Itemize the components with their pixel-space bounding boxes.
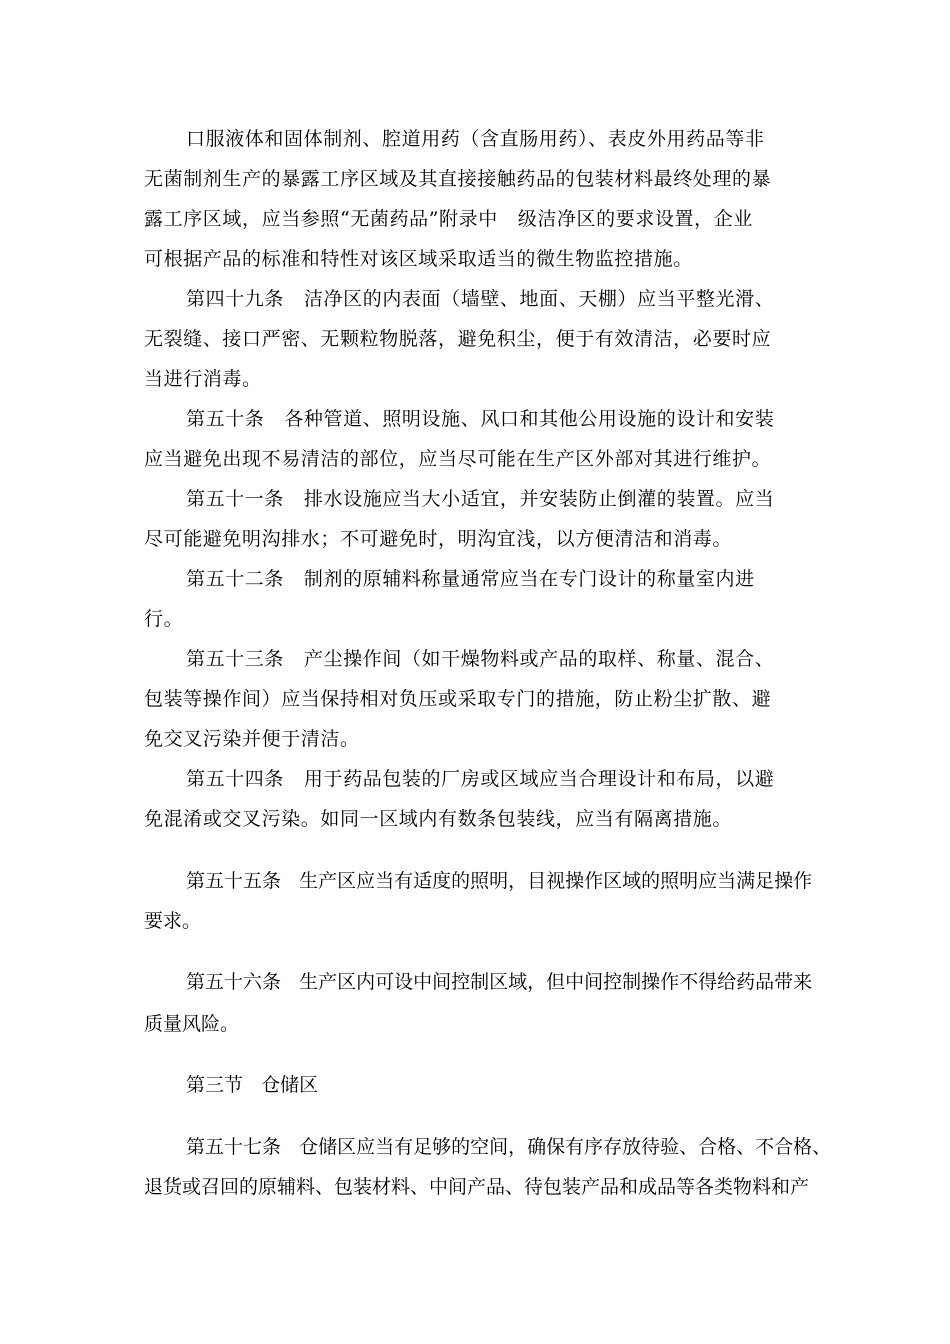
article-53-heading-line: 第五十三条 产尘操作间（如干燥物料或产品的取样、称量、混合、 xyxy=(186,648,775,670)
paragraph-line: 露工序区域，应当参照“无菌药品”附录中 级洁净区的要求设置，企业 xyxy=(144,208,753,230)
paragraph-line: 行。 xyxy=(144,608,184,630)
paragraph-line: 质量风险。 xyxy=(144,1013,240,1035)
article-50-heading-line: 第五十条 各种管道、照明设施、风口和其他公用设施的设计和安装 xyxy=(186,408,775,430)
paragraph-line: 退货或召回的原辅料、包装材料、中间产品、待包装产品和成品等各类物料和产 xyxy=(144,1176,810,1198)
paragraph-line: 口服液体和固体制剂、腔道用药（含直肠用药）、表皮外用药品等非 xyxy=(186,128,765,150)
paragraph-line: 尽可能避免明沟排水；不可避免时，明沟宜浅，以方便清洁和消毒。 xyxy=(144,528,733,550)
paragraph-line: 免混淆或交叉污染。如同一区域内有数条包装线，应当有隔离措施。 xyxy=(144,808,733,830)
article-49-heading-line: 第四十九条 洁净区的内表面（墙壁、地面、天棚）应当平整光滑、 xyxy=(186,288,775,310)
article-56-heading-line: 第五十六条 生产区内可设中间控制区域，但中间控制操作不得给药品带来 xyxy=(186,971,813,993)
article-51-heading-line: 第五十一条 排水设施应当大小适宜，并安装防止倒灌的装置。应当 xyxy=(186,488,775,510)
paragraph-line: 无裂缝、接口严密、无颗粒物脱落，避免积尘，便于有效清洁，必要时应 xyxy=(144,328,772,350)
article-52-heading-line: 第五十二条 制剂的原辅料称量通常应当在专门设计的称量室内进 xyxy=(186,568,755,590)
article-54-heading-line: 第五十四条 用于药品包装的厂房或区域应当合理设计和布局，以避 xyxy=(186,768,775,790)
paragraph-line: 无菌制剂生产的暴露工序区域及其直接接触药品的包装材料最终处理的暴 xyxy=(144,168,772,190)
paragraph-line: 当进行消毒。 xyxy=(144,368,262,390)
paragraph-line: 应当避免出现不易清洁的部位，应当尽可能在生产区外部对其进行维护。 xyxy=(144,448,772,470)
article-57-heading-line: 第五十七条 仓储区应当有足够的空间，确保有序存放待验、合格、不合格、 xyxy=(186,1136,832,1158)
paragraph-line: 包装等操作间）应当保持相对负压或采取专门的措施，防止粉尘扩散、避 xyxy=(144,688,772,710)
section-heading: 第三节 仓储区 xyxy=(186,1074,319,1096)
article-55-heading-line: 第五十五条 生产区应当有适度的照明，目视操作区域的照明应当满足操作 xyxy=(186,870,813,892)
paragraph-line: 要求。 xyxy=(144,910,202,932)
paragraph-line: 免交叉污染并便于清洁。 xyxy=(144,728,360,750)
paragraph-line: 可根据产品的标准和特性对该区域采取适当的微生物监控措施。 xyxy=(144,248,693,270)
